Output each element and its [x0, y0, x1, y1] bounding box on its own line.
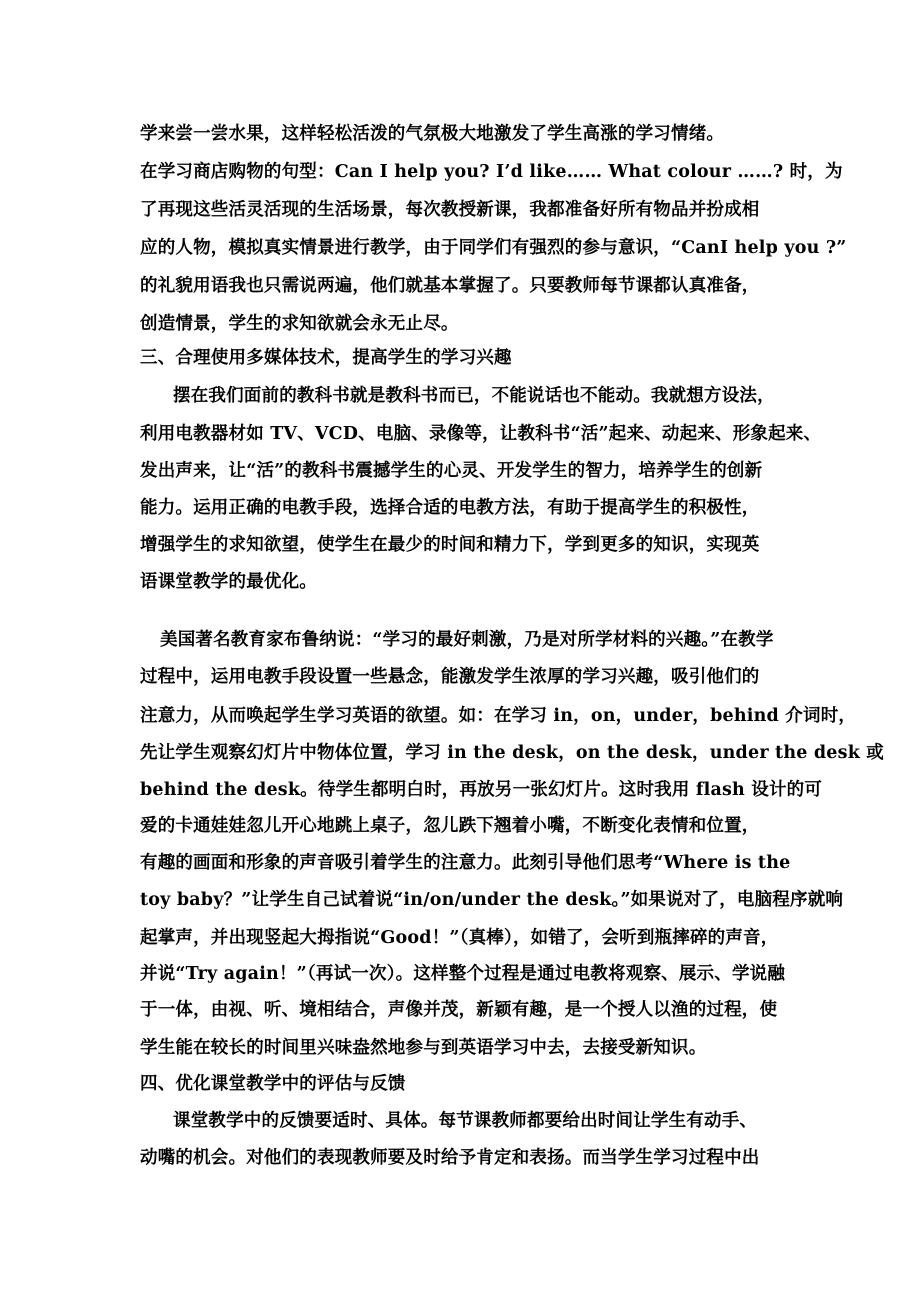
text-line: 美国著名教育家布鲁纳说：“学习的最好刺激，乃是对所学材料的兴趣。”在教学 — [160, 630, 774, 650]
text-line: 发出声来，让“活”的教科书震撼学生的心灵、开发学生的智力，培养学生的创新 — [140, 461, 763, 481]
text-line: 增强学生的求知欲望，使学生在最少的时间和精力下，学到更多的知识，实现英 — [140, 535, 760, 555]
text-line: 利用电教器材如 TV、VCD、电脑、录像等，让教科书“活”起来、动起来、形象起来、 — [140, 424, 822, 444]
text-line: 动嘴的机会。对他们的表现教师要及时给予肯定和表扬。而当学生学习过程中出 — [140, 1148, 760, 1168]
text-line: 的礼貌用语我也只需说两遍，他们就基本掌握了。只要教师每节课都认真准备， — [140, 276, 760, 296]
text-line: 爱的卡通娃娃忽儿开心地跳上桌子，忽儿跌下翘着小嘴，不断变化表情和位置， — [140, 816, 760, 836]
text-line: 能力。运用正确的电教手段，选择合适的电教方法，有助于提高学生的积极性， — [140, 498, 760, 518]
text-line: 应的人物，模拟真实情景进行教学，由于同学们有强烈的参与意识，“CanI help you ?” — [140, 238, 847, 258]
text-line: 于一体，由视、听、境相结合，声像并茂，新颖有趣，是一个授人以渔的过程，使 — [140, 1000, 778, 1020]
text-line: 创造情景，学生的求知欲就会永无止尽。 — [140, 314, 459, 334]
text-line: 学生能在较长的时间里兴味盎然地参与到英语学习中去，去接受新知识。 — [140, 1038, 707, 1058]
text-line: 先让学生观察幻灯片中物体位置，学习 in the desk，on the desk，under the desk 或 — [140, 743, 885, 763]
text-line: 有趣的画面和形象的声音吸引着学生的注意力。此刻引导他们思考“Where is the — [140, 853, 791, 873]
text-line: 在学习商店购物的句型：Can I help you? I’d like…… What colour ……? 时，为 — [140, 162, 843, 182]
section-heading: 四、优化课堂教学中的评估与反馈 — [140, 1074, 406, 1094]
text-line: 摆在我们面前的教科书就是教科书而已，不能说话也不能动。我就想方设法， — [173, 386, 775, 406]
text-line: 过程中，运用电教手段设置一些悬念，能激发学生浓厚的学习兴趣，吸引他们的 — [140, 667, 760, 687]
text-line: 学来尝一尝水果，这样轻松活泼的气氛极大地激发了学生高涨的学习情绪。 — [140, 124, 725, 144]
text-line: 并说“Try again！”（再试一次）。这样整个过程是通过电教将观察、展示、学说融 — [140, 964, 786, 984]
section-heading: 三、合理使用多媒体技术，提高学生的学习兴趣 — [140, 348, 512, 368]
text-line: 了再现这些活灵活现的生活场景，每次教授新课，我都准备好所有物品并扮成相 — [140, 200, 760, 220]
text-line: 起掌声，并出现竖起大拇指说“Good！”（真棒），如错了，会听到瓶摔碎的声音， — [140, 928, 779, 948]
text-line: 语课堂教学的最优化。 — [140, 572, 317, 592]
text-line: toy baby？”让学生自己试着说“in/on/under the desk。”如果说对了，电脑程序就响 — [140, 890, 844, 910]
text-line: 注意力，从而唤起学生学习英语的欲望。如：在学习 in，on，under，behind 介词时， — [140, 706, 857, 726]
text-line: behind the desk。待学生都明白时，再放另一张幻灯片。这时我用 flash 设计的可 — [140, 780, 823, 800]
text-line: 课堂教学中的反馈要适时、具体。每节课教师都要给出时间让学生有动手、 — [173, 1111, 758, 1131]
